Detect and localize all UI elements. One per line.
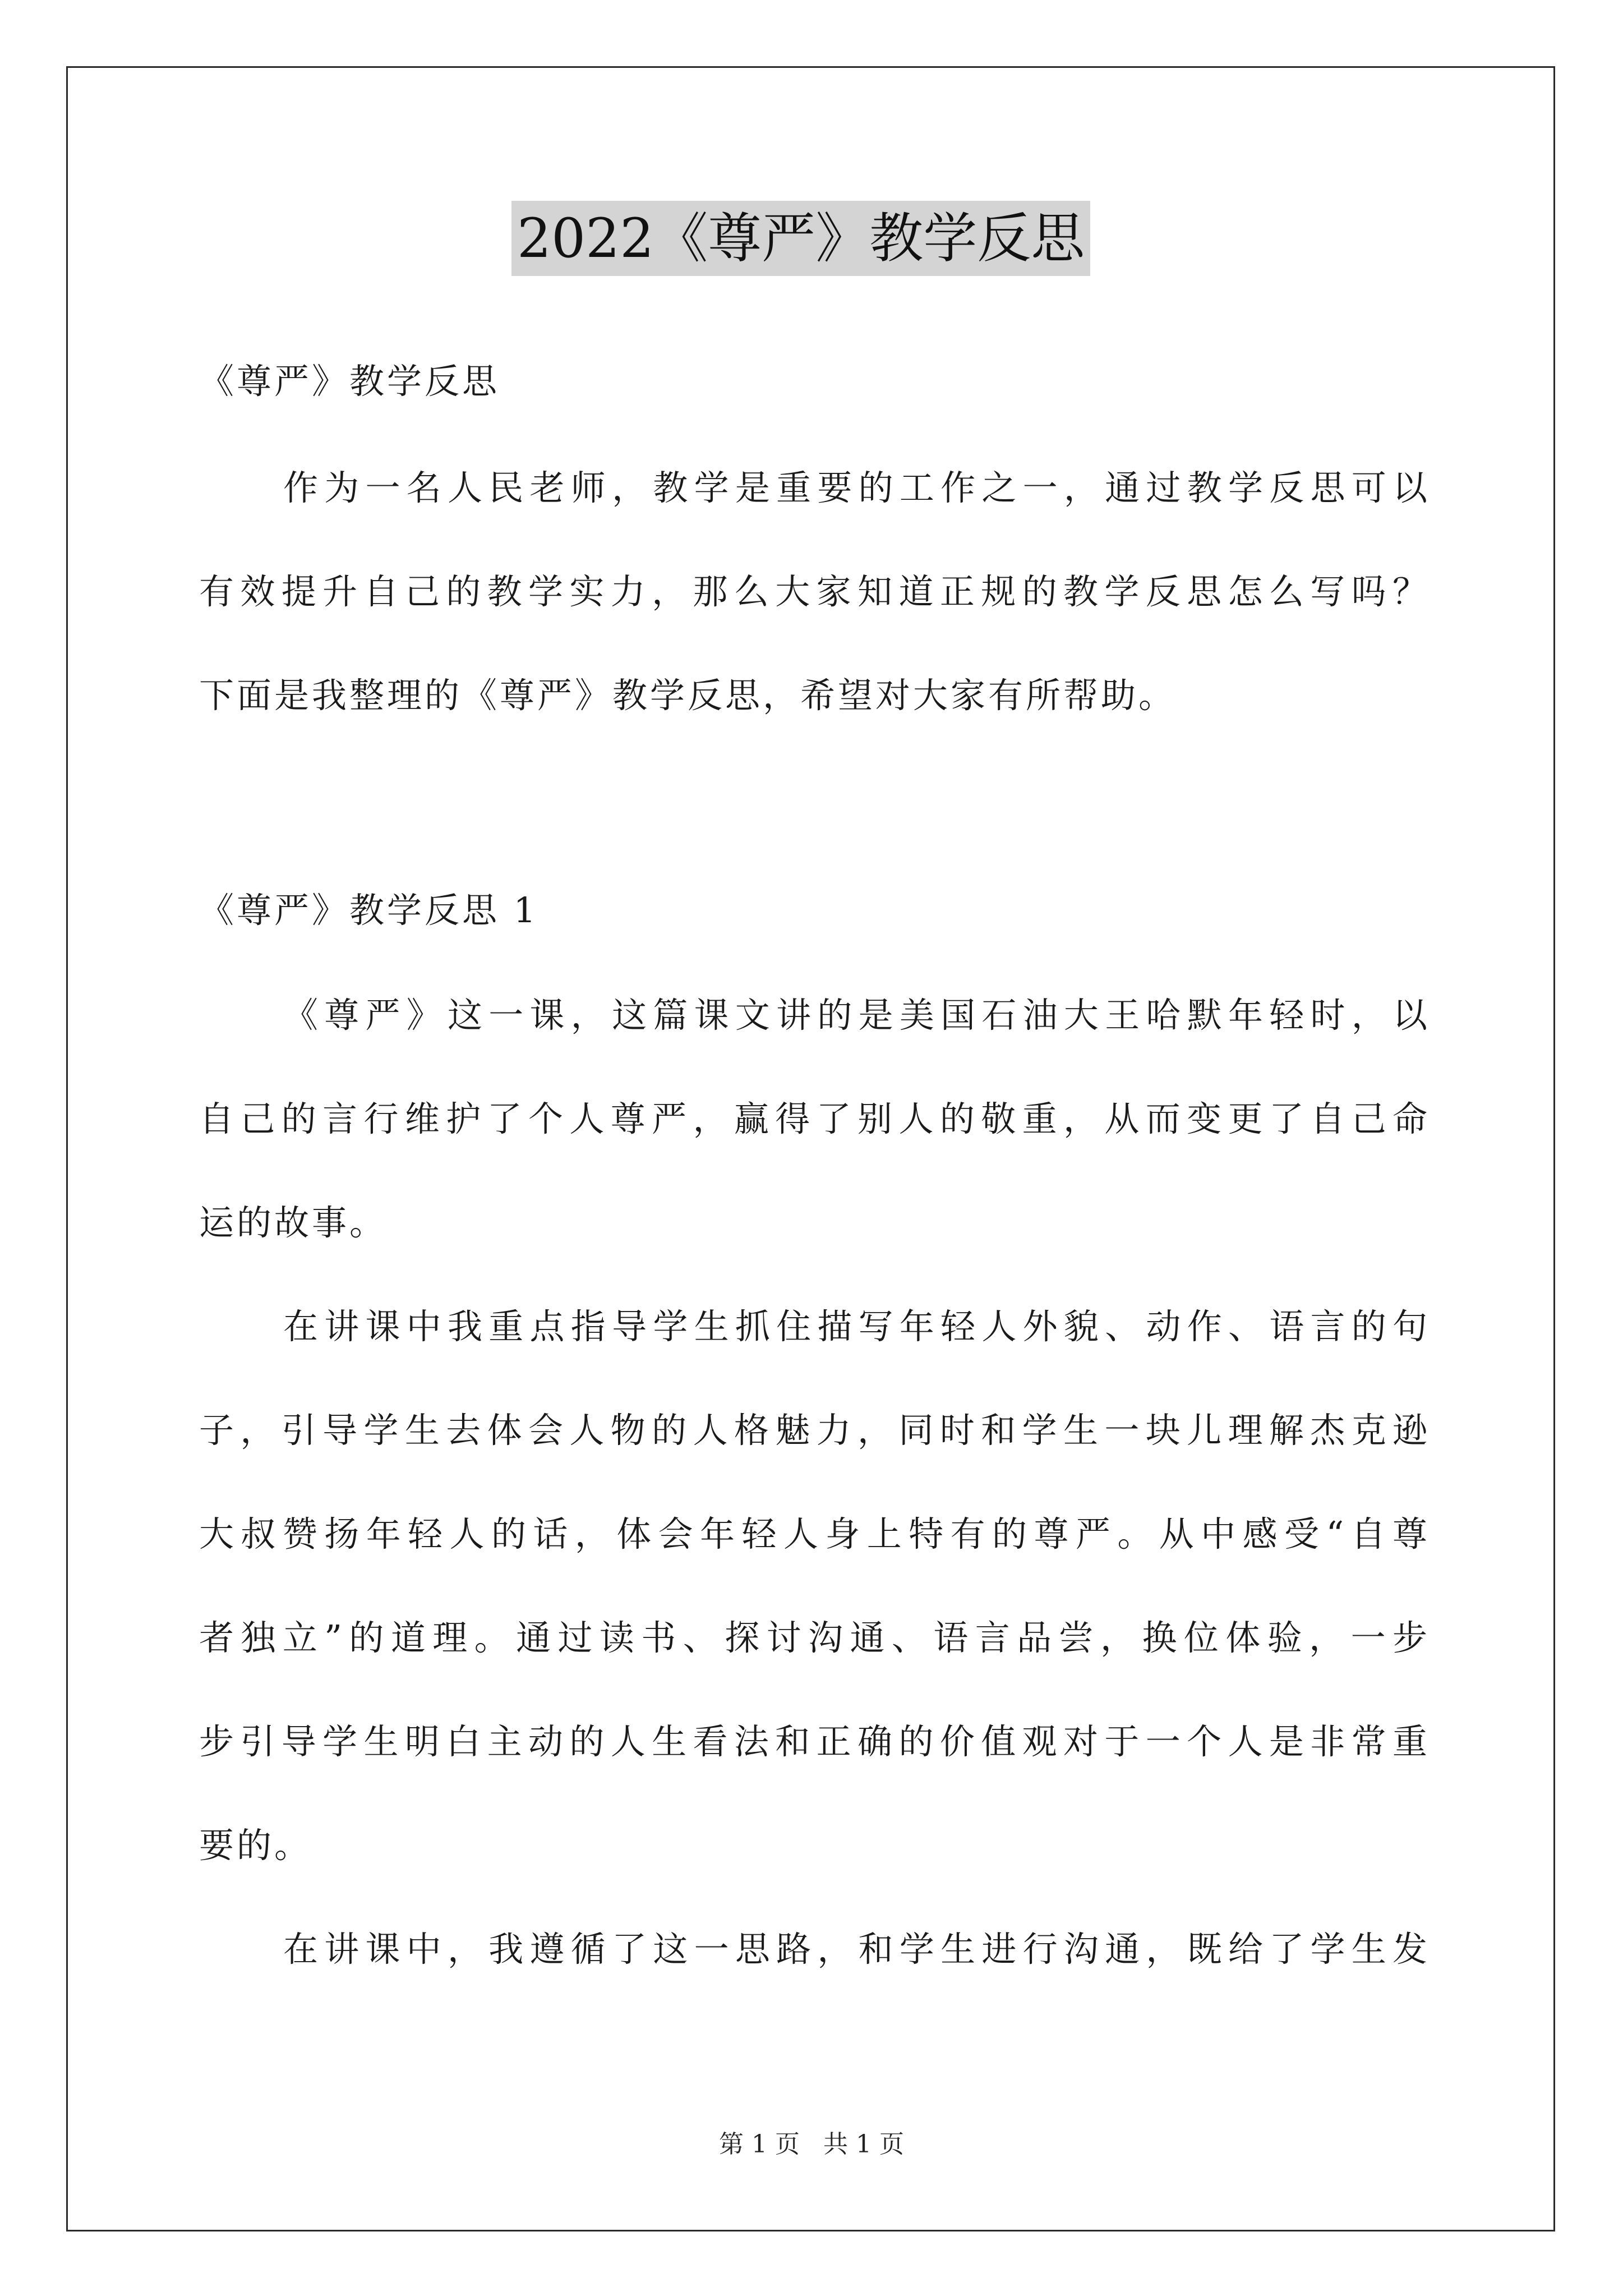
paragraph2-line-6: 要的。 [199,1825,312,1866]
intro-line-1: 作为一名人民老师，教学是重要的工作之一，通过教学反思可以 [283,467,1427,508]
page-number-footer: 第 1 页 共 1 页 [719,2130,904,2159]
intro-line-3: 下面是我整理的《尊严》教学反思，希望对大家有所帮助。 [199,675,1177,716]
paragraph1-line-3: 运的故事。 [199,1202,388,1243]
paragraph2-line-2: 子，引导学生去体会人物的人格魅力，同时和学生一块儿理解杰克逊 [199,1410,1427,1451]
document-title: 2022《尊严》教学反思 [511,201,1090,276]
paragraph3-line-1: 在讲课中，我遵循了这一思路，和学生进行沟通，既给了学生发 [283,1929,1427,1970]
paragraph2-line-1: 在讲课中我重点指导学生抓住描写年轻人外貌、动作、语言的句 [283,1306,1427,1347]
paragraph1-line-2: 自己的言行维护了个人尊严，赢得了别人的敬重，从而变更了自己命 [199,1098,1427,1139]
document-subtitle: 《尊严》教学反思 [199,361,500,402]
paragraph2-line-4: 者独立”的道理。通过读书、探讨沟通、语言品尝，换位体验，一步 [199,1617,1427,1658]
paragraph2-line-5: 步引导学生明白主动的人生看法和正确的价值观对于一个人是非常重 [199,1721,1427,1762]
paragraph2-line-3: 大叔赞扬年轻人的话，体会年轻人身上特有的尊严。从中感受“自尊 [199,1513,1427,1554]
section-heading: 《尊严》教学反思 1 [199,890,539,931]
paragraph1-line-1: 《尊严》这一课，这篇课文讲的是美国石油大王哈默年轻时，以 [283,995,1427,1036]
intro-line-2: 有效提升自己的教学实力，那么大家知道正规的教学反思怎么写吗？ [199,571,1427,612]
